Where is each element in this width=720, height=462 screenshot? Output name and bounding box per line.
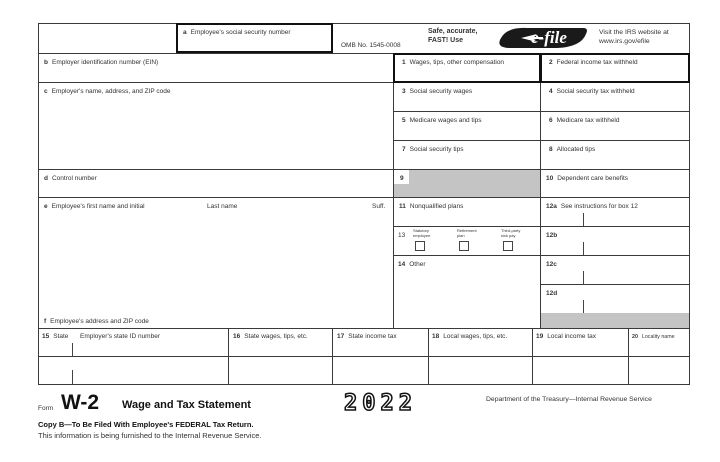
- box-c-label: c Employer's name, address, and ZIP code: [44, 88, 171, 95]
- left-line-b: [38, 82, 394, 83]
- box10-label: 10 Dependent care benefits: [546, 175, 629, 182]
- box13-number: 13: [398, 232, 406, 239]
- third-party-sick-pay-checkbox[interactable]: [503, 241, 513, 251]
- box12d-top-line: [540, 284, 690, 285]
- statutory-employee-checkbox[interactable]: [415, 241, 425, 251]
- box5-field[interactable]: [396, 126, 538, 139]
- box5-label: 5 Medicare wages and tips: [402, 117, 482, 124]
- copy-b-text: Copy B—To Be Filed With Employee's FEDERAL Tax Return.: [38, 420, 254, 429]
- box14-top-line: [393, 255, 541, 256]
- state-wages-field-2[interactable]: [231, 358, 329, 383]
- ssn-field[interactable]: [180, 38, 330, 51]
- control-number-field[interactable]: [41, 183, 391, 196]
- box19-label: 19 Local income tax: [536, 333, 597, 340]
- right-line-5: [393, 197, 690, 198]
- middle-right-divider: [540, 53, 541, 328]
- box8-label: 8 Allocated tips: [549, 146, 596, 153]
- box-e-first-label: e Employee's first name and initial: [44, 203, 145, 210]
- frame-bottom-line: [38, 384, 690, 385]
- local-tax-field-1[interactable]: [535, 343, 625, 355]
- box-e-last-label: Last name: [207, 203, 238, 210]
- box14-field[interactable]: [396, 270, 538, 326]
- state-id-field-2[interactable]: [75, 358, 225, 383]
- state-id-tick-2: [72, 370, 73, 384]
- form-word: Form: [38, 405, 54, 412]
- ein-field[interactable]: [41, 68, 391, 81]
- fast-use-text: FAST! Use: [428, 37, 464, 44]
- left-line-d: [38, 197, 394, 198]
- box12-bottom-shading: [541, 313, 689, 328]
- box9-shading-left: [394, 184, 409, 197]
- state-col-16-line: [228, 328, 229, 385]
- box-e-suffix-label: Suff.: [372, 203, 386, 210]
- box-d-label: d Control number: [44, 175, 97, 182]
- state-col-17-line: [332, 328, 333, 385]
- state-id-tick-1: [72, 343, 73, 356]
- box3-label: 3 Social security wages: [402, 88, 473, 95]
- box12b-field[interactable]: [543, 241, 687, 254]
- form-name: W-2: [61, 391, 100, 414]
- retirement-plan-label: Retirement plan: [457, 228, 477, 238]
- retirement-plan-checkbox[interactable]: [459, 241, 469, 251]
- state-col-20-line: [628, 328, 629, 385]
- state-wages-field-1[interactable]: [231, 343, 329, 355]
- efile-logo-text: e-file: [531, 28, 567, 47]
- box12d-field[interactable]: [543, 299, 687, 312]
- box12a-field[interactable]: [543, 212, 687, 225]
- box9-label: 9: [400, 175, 404, 182]
- form-title: Wage and Tax Statement: [122, 399, 251, 411]
- frame-top-line: [38, 23, 690, 24]
- box12b-top-line: [540, 226, 690, 227]
- department-treasury: Department of the Treasury—Internal Revenue Service: [486, 396, 652, 403]
- local-wages-field-1[interactable]: [431, 343, 529, 355]
- box4-label: 4 Social security tax withheld: [549, 88, 635, 95]
- state-col-18-line: [428, 328, 429, 385]
- box17-label: 17 State income tax: [337, 333, 397, 340]
- state-col-19-line: [532, 328, 533, 385]
- box4-field[interactable]: [543, 97, 687, 110]
- box16-label: 16 State wages, tips, etc.: [233, 333, 308, 340]
- box8-field[interactable]: [543, 155, 687, 168]
- box1-field[interactable]: [396, 68, 538, 81]
- local-tax-field-2[interactable]: [535, 358, 625, 383]
- box2-label: 2 Federal income tax withheld: [549, 59, 638, 66]
- employee-name-address-field[interactable]: [41, 212, 391, 312]
- irs-efile-logo: [497, 25, 589, 51]
- box12c-field[interactable]: [543, 270, 687, 283]
- local-wages-field-2[interactable]: [431, 358, 529, 383]
- box7-label: 7 Social security tips: [402, 146, 464, 153]
- omb-number: OMB No. 1545-0008: [341, 42, 401, 49]
- locality-field-1[interactable]: [631, 343, 687, 355]
- third-party-sick-pay-label: Third-party sick pay: [501, 228, 521, 238]
- box15-state-id-label: Employer's state ID number: [80, 333, 160, 340]
- box2-field[interactable]: [543, 68, 687, 81]
- frame-left-line: [38, 23, 39, 385]
- state-id-field-1[interactable]: [75, 343, 225, 355]
- box9-shading: [409, 170, 540, 197]
- box6-label: 6 Medicare tax withheld: [549, 117, 620, 124]
- box12a-label: 12a See instructions for box 12: [546, 203, 638, 210]
- box15-state-label: 15 State: [42, 333, 69, 340]
- state-field-1[interactable]: [40, 343, 70, 355]
- state-tax-field-2[interactable]: [335, 358, 425, 383]
- irs-website-line1: Visit the IRS website at: [599, 29, 669, 36]
- state-field-2[interactable]: [40, 358, 70, 383]
- box12c-top-line: [540, 255, 690, 256]
- box18-label: 18 Local wages, tips, etc.: [432, 333, 508, 340]
- box-b-label: b Employer identification number (EIN): [44, 59, 159, 66]
- left-line-c: [38, 169, 394, 170]
- irs-info-text: This information is being furnished to the Internal Revenue Service.: [38, 431, 262, 440]
- box7-field[interactable]: [396, 155, 538, 168]
- irs-website-line2: www.irs.gov/efile: [599, 38, 650, 45]
- box11-label: 11 Nonqualified plans: [399, 203, 464, 210]
- state-tax-field-1[interactable]: [335, 343, 425, 355]
- box12b-label: 12b: [546, 232, 558, 239]
- employer-name-address-field[interactable]: [41, 97, 391, 167]
- locality-field-2[interactable]: [631, 358, 687, 383]
- state-row-top-line: [38, 328, 690, 329]
- box20-label: 20 Locality name: [632, 334, 675, 340]
- box-a-label: a Employee's social security number: [183, 29, 291, 36]
- safe-accurate-text: Safe, accurate,: [428, 28, 478, 35]
- tax-year: 2022: [344, 391, 417, 416]
- box11-field[interactable]: [396, 212, 538, 225]
- box13-top-line: [393, 226, 541, 227]
- box12c-label: 12c: [546, 261, 557, 268]
- state-row-middle-line: [38, 356, 690, 357]
- box3-field[interactable]: [396, 97, 538, 110]
- box12d-label: 12d: [546, 290, 558, 297]
- right-line-2: [393, 111, 690, 112]
- statutory-employee-label: Statutory employee: [413, 228, 431, 238]
- box10-field[interactable]: [543, 183, 687, 196]
- box1-label: 1 Wages, tips, other compensation: [402, 59, 505, 66]
- box6-field[interactable]: [543, 126, 687, 139]
- box14-label: 14 Other: [398, 261, 426, 268]
- box-f-label: f Employee's address and ZIP code: [44, 318, 149, 325]
- right-line-3: [393, 140, 690, 141]
